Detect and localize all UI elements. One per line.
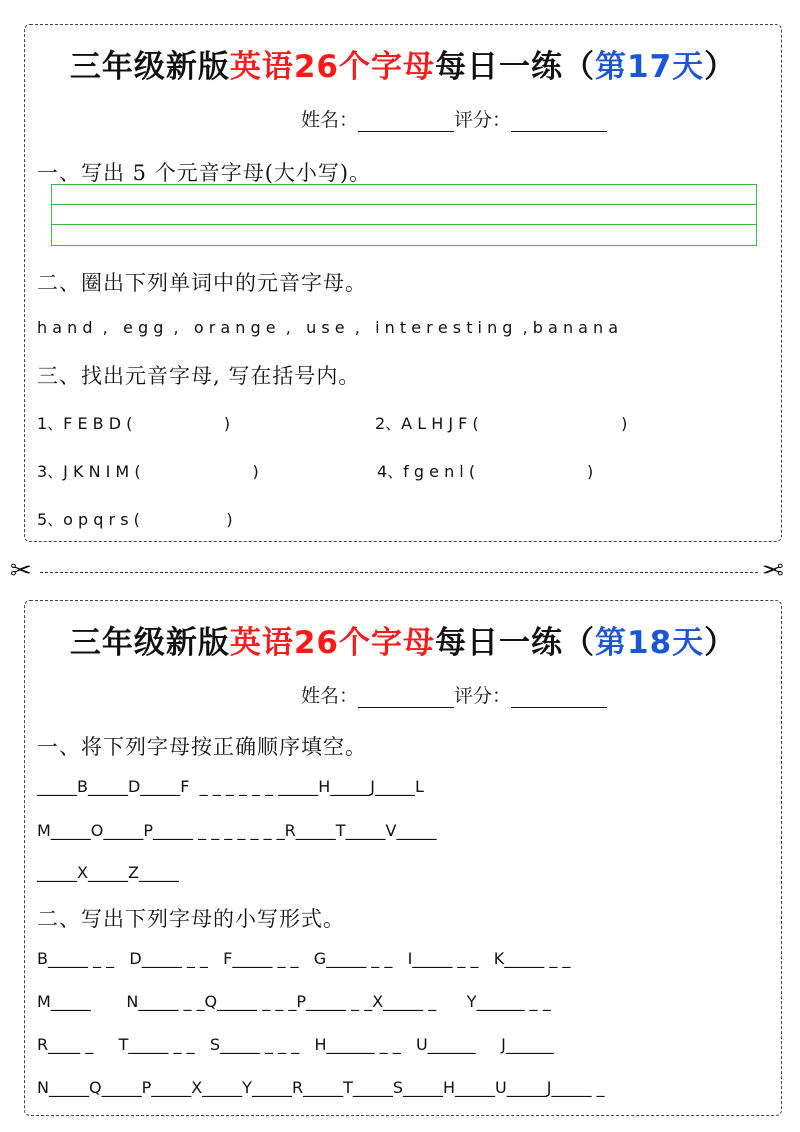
question-4[interactable]: 4、f g e n l ( )	[377, 462, 594, 481]
name-blank[interactable]	[358, 687, 454, 708]
lowercase-row-3[interactable]: R____ _ T_____ _ _ S_____ _ _ _ H______ _ _ U______ J______	[37, 1035, 554, 1054]
worksheet-title	[25, 617, 781, 662]
question-5[interactable]: 5、o p q r s ( )	[37, 510, 233, 529]
writing-lines-box[interactable]	[51, 184, 757, 246]
name-score-row	[301, 105, 607, 132]
worksheet-day-18	[24, 600, 782, 1116]
name-label: 姓名：	[301, 109, 359, 131]
name-blank[interactable]	[358, 111, 454, 132]
score-label: 评分：	[454, 685, 512, 707]
question-2[interactable]: 2、A L H J F ( )	[375, 414, 628, 433]
section-2-heading: 二、圈出下列单词中的元音字母。	[37, 271, 367, 295]
scissors-icon: ✂	[762, 556, 784, 586]
title-part: 每日一练（	[435, 49, 595, 85]
section-2-heading: 二、写出下列字母的小写形式。	[37, 907, 345, 931]
day-label: 第17天	[595, 49, 705, 85]
title-highlight: 英语26个字母	[229, 49, 435, 85]
section-3-heading: 三、找出元音字母, 写在括号内。	[37, 364, 361, 388]
fill-row-1[interactable]: _____B_____D_____F _ _ _ _ _ _ _____H_____J_____L	[37, 777, 424, 796]
title-part: ）	[704, 625, 737, 661]
writing-line	[52, 224, 756, 225]
title-part: ）	[704, 49, 737, 85]
scissors-icon: ✂	[10, 556, 32, 586]
worksheet-title	[25, 41, 781, 86]
name-label: 姓名：	[301, 685, 359, 707]
fill-row-2[interactable]: M_____O_____P_____ _ _ _ _ _ _ _R_____T_____V_____	[37, 821, 437, 840]
word-list: h a n d , e g g , o r a n g e , u s e , i n t e r e s t i n g , b a n a n a	[37, 318, 619, 337]
worksheet-day-17	[24, 24, 782, 542]
title-part: 每日一练（	[435, 625, 595, 661]
lowercase-row-1[interactable]: B_____ _ _ D_____ _ _ F_____ _ _ G_____ _ _ I_____ _ _ K_____ _ _	[37, 949, 571, 968]
section-1-heading: 一、将下列字母按正确顺序填空。	[37, 735, 367, 759]
name-score-row	[301, 681, 607, 708]
day-label: 第18天	[595, 625, 705, 661]
score-blank[interactable]	[511, 111, 607, 132]
lowercase-row-4[interactable]: N_____Q_____P_____X_____Y_____R_____T_____S_____H_____U_____J_____ _	[37, 1078, 605, 1097]
question-1[interactable]: 1、F E B D ( )	[37, 414, 231, 433]
section-1-heading: 一、写出 5 个元音字母(大小写)。	[37, 161, 372, 185]
title-part: 三年级新版	[69, 49, 230, 85]
lowercase-row-2[interactable]: M_____ N_____ _ _Q_____ _ _ _P_____ _ _X_____ _ Y______ _ _	[37, 992, 551, 1011]
title-part: 三年级新版	[69, 625, 230, 661]
fill-row-3[interactable]: _____X_____Z_____	[37, 863, 179, 882]
writing-line	[52, 204, 756, 205]
cut-line	[40, 572, 758, 573]
score-blank[interactable]	[511, 687, 607, 708]
question-3[interactable]: 3、J K N I M ( )	[37, 462, 259, 481]
title-highlight: 英语26个字母	[229, 625, 435, 661]
score-label: 评分：	[454, 109, 512, 131]
